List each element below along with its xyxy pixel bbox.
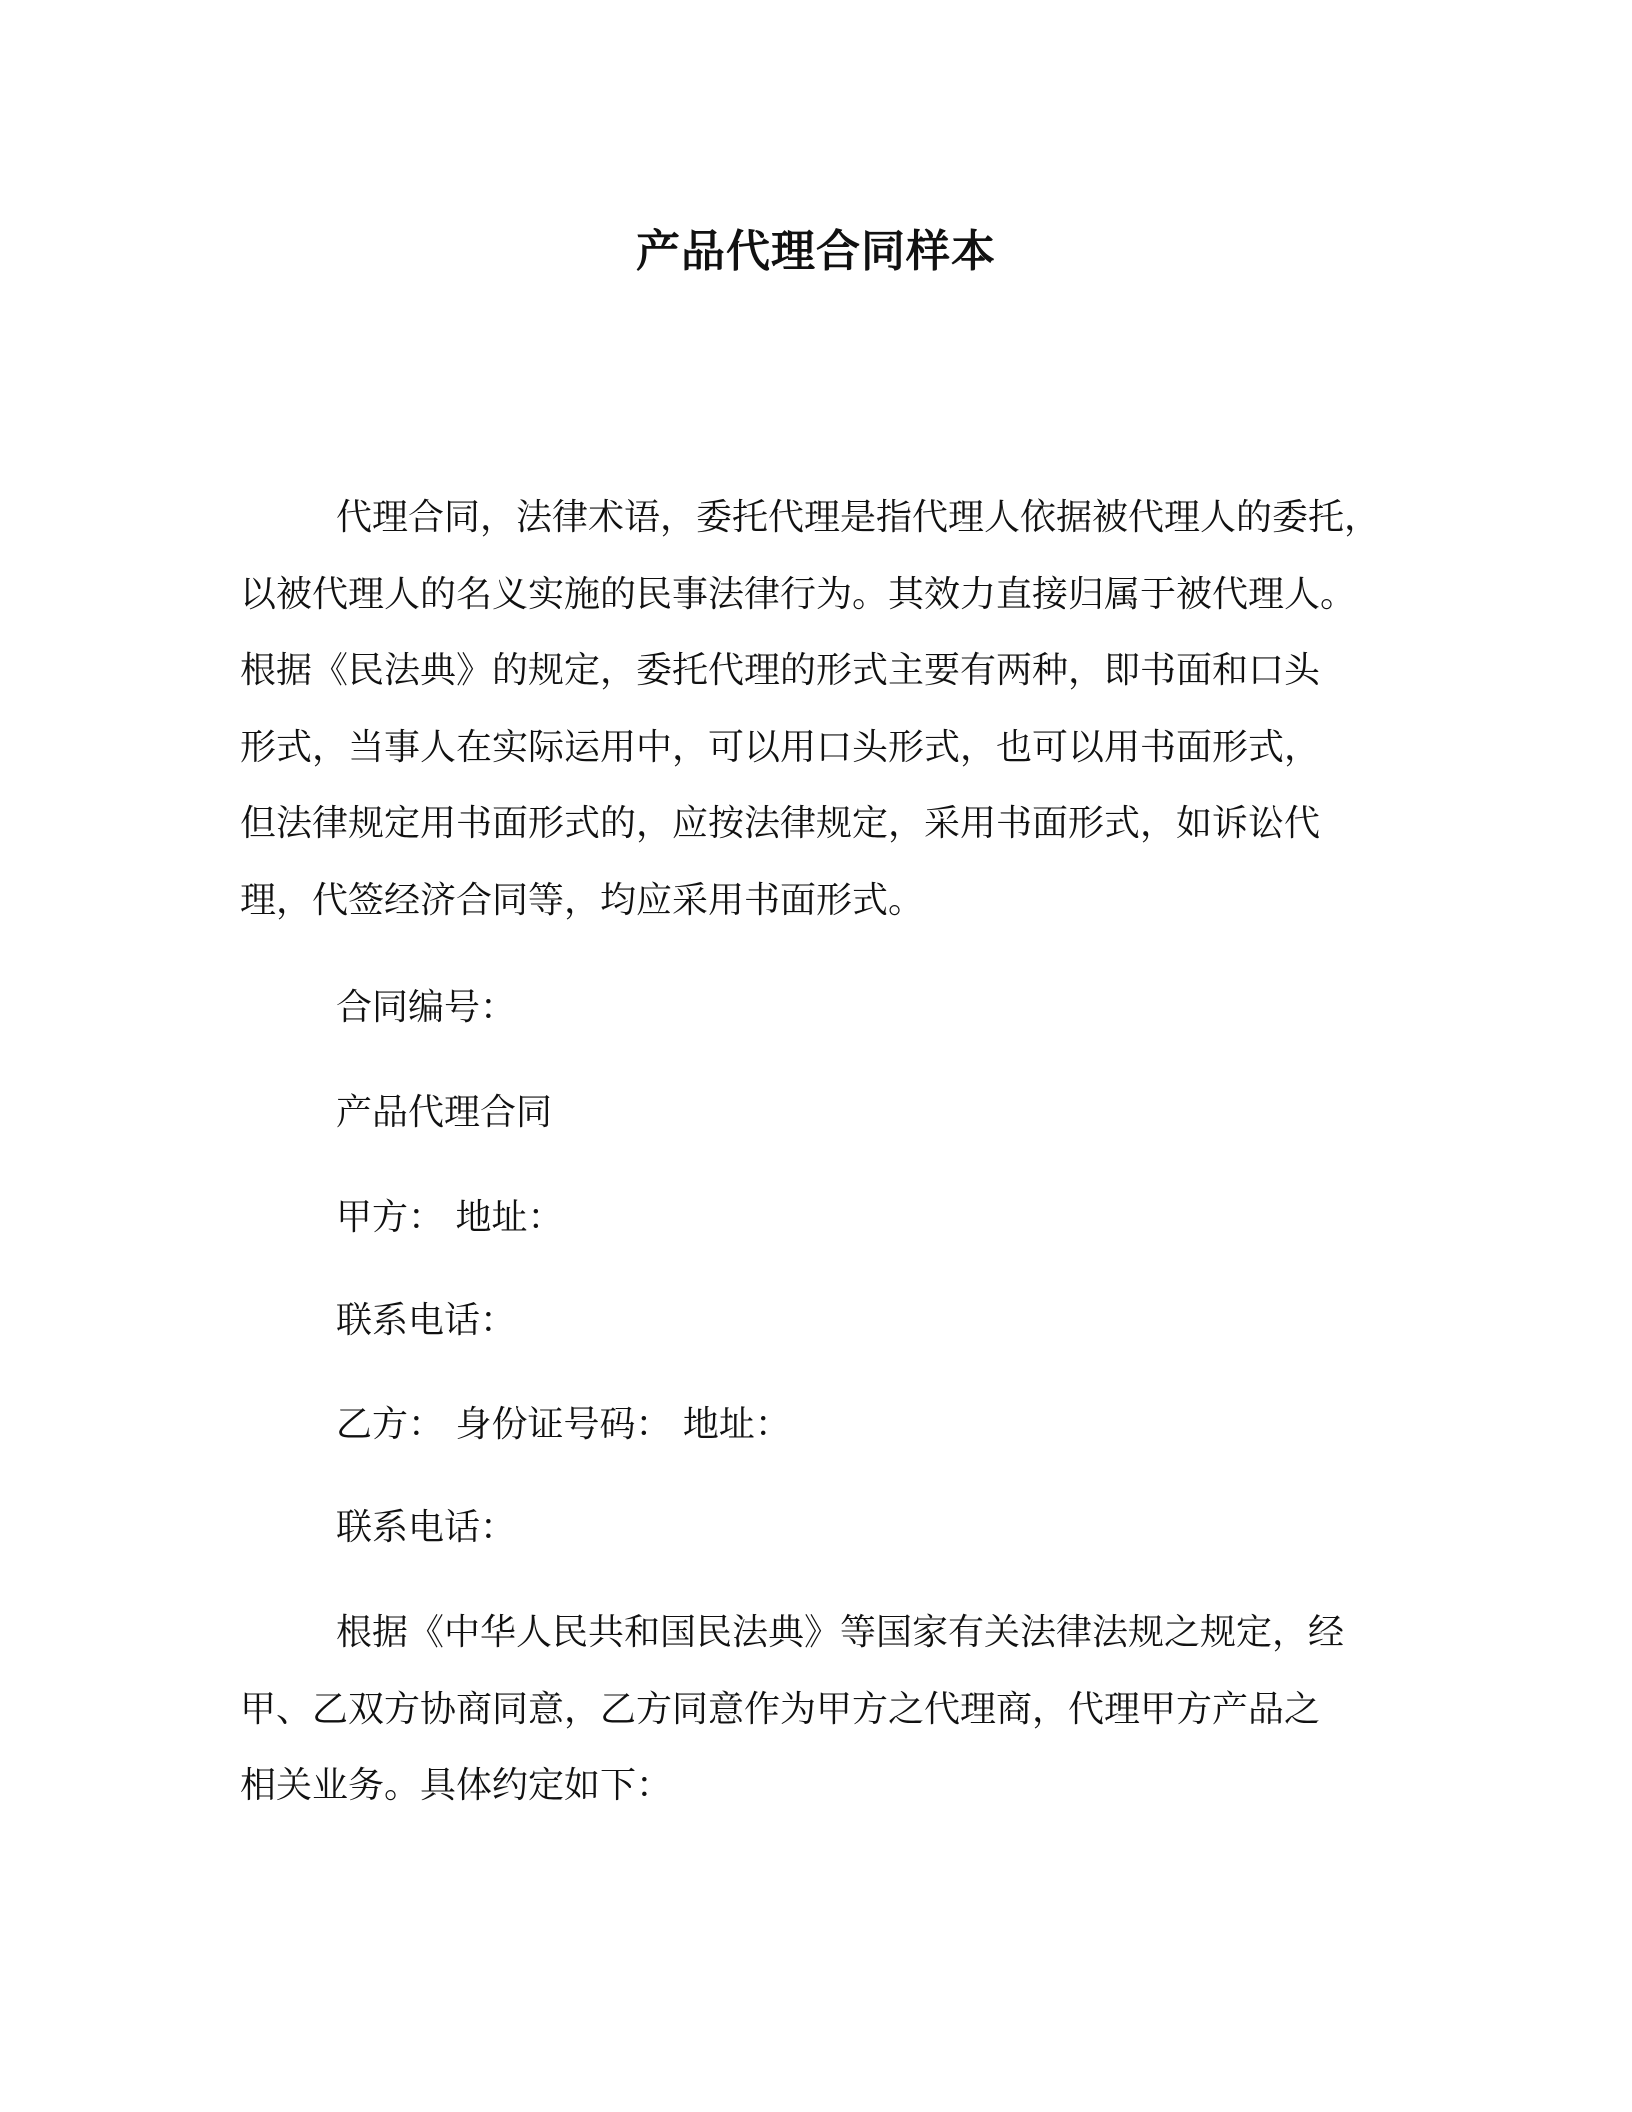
party-b-phone-label: 联系电话： bbox=[336, 1507, 517, 1548]
intro-line: 理，代签经济合同等，均应采用书面形式。 bbox=[240, 879, 925, 921]
closing-paragraph bbox=[240, 1595, 1390, 1825]
intro-line: 根据《民法典》的规定，委托代理的形式主要有两种，即书面和口头 bbox=[240, 650, 1321, 691]
contract-number-label: 合同编号： bbox=[336, 987, 517, 1028]
intro-paragraph bbox=[240, 480, 1390, 939]
party-a-phone-label: 联系电话： bbox=[336, 1300, 517, 1341]
closing-line: 甲、乙双方协商同意，乙方同意作为甲方之代理商，代理甲方产品之 bbox=[240, 1688, 1321, 1730]
contract-name: 产品代理合同 bbox=[336, 1092, 553, 1133]
intro-line: 代理合同，法律术语，委托代理是指代理人依据被代理人的委托， bbox=[336, 497, 1381, 538]
closing-line: 相关业务。具体约定如下： bbox=[240, 1765, 673, 1806]
intro-line: 形式，当事人在实际运用中，可以用口头形式，也可以用书面形式， bbox=[240, 726, 1321, 768]
document-title: 产品代理合同样本 bbox=[636, 226, 996, 277]
intro-line: 但法律规定用书面形式的，应按法律规定，采用书面形式，如诉讼代 bbox=[240, 803, 1321, 844]
party-a-address-label: 甲方： 地址： bbox=[336, 1197, 564, 1238]
party-b-info-label: 乙方： 身份证号码： 地址： bbox=[336, 1404, 791, 1445]
closing-line: 根据《中华人民共和国民法典》等国家有关法律法规之规定，经 bbox=[336, 1612, 1345, 1653]
intro-line: 以被代理人的名义实施的民事法律行为。其效力直接归属于被代理人。 bbox=[240, 573, 1357, 615]
